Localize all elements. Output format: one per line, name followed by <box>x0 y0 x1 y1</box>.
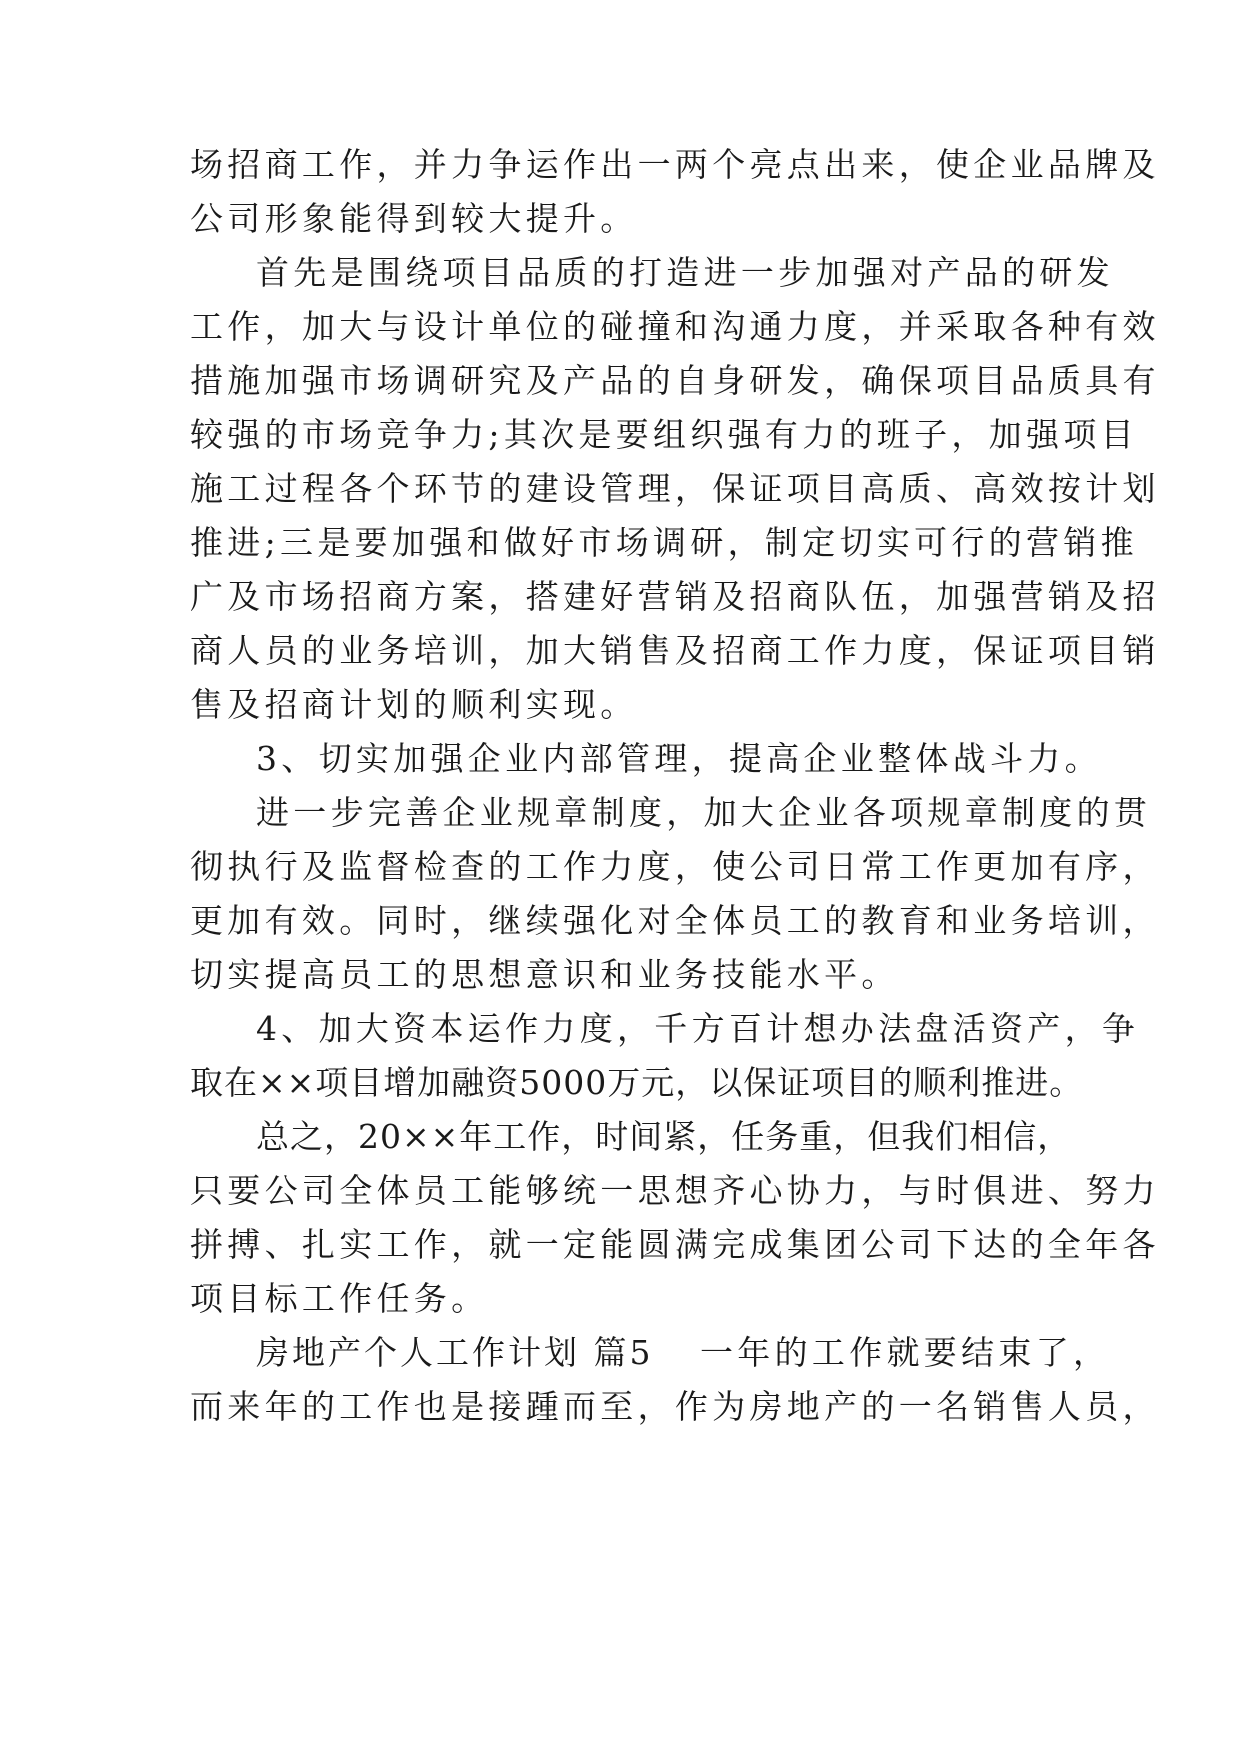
paragraph-2-line-7: 广及市场招商方案，搭建好营销及招商队伍，加强营销及招 <box>190 577 1160 616</box>
paragraph-1-line-2: 公司形象能得到较大提升。 <box>190 199 638 238</box>
text-line <box>0 621 1241 681</box>
paragraph-3-line-3: 更加有效。同时，继续强化对全体员工的教育和业务培训， <box>190 901 1160 940</box>
text-line <box>0 1107 1241 1167</box>
paragraph-6-lead-text: 一年的工作就要结束了， <box>700 1333 1111 1372</box>
text-line <box>0 567 1241 627</box>
paragraph-2-line-1: 首先是围绕项目品质的打造进一步加强对产品的研发 <box>256 253 1114 292</box>
paragraph-2-line-2: 工作，加大与设计单位的碰撞和沟通力度，并采取各种有效 <box>190 307 1160 346</box>
text-line <box>0 783 1241 843</box>
paragraph-1-line-1: 场招商工作，并力争运作出一两个亮点出来，使企业品牌及 <box>190 145 1160 184</box>
section-heading-3: 3、切实加强企业内部管理，提高企业整体战斗力。 <box>256 739 1102 778</box>
paragraph-5-line-2: 只要公司全体员工能够统一思想齐心协力，与时俱进、努力 <box>190 1171 1160 1210</box>
paragraph-2-line-9: 售及招商计划的顺利实现。 <box>190 685 638 724</box>
paragraph-4-line-1: 4、加大资本运作力度，千方百计想办法盘活资产，争 <box>256 1009 1140 1048</box>
paragraph-2-line-6: 推进;三是要加强和做好市场调研，制定切实可行的营销推 <box>190 523 1138 562</box>
text-line <box>0 513 1241 573</box>
paragraph-2-line-8: 商人员的业务培训，加大销售及招商工作力度，保证项目销 <box>190 631 1160 670</box>
text-line <box>0 1215 1241 1275</box>
text-line <box>0 405 1241 465</box>
text-line <box>0 243 1241 303</box>
text-line <box>0 351 1241 411</box>
text-line <box>0 837 1241 897</box>
paragraph-4-line-2: 取在××项目增加融资5000万元，以保证项目的顺利推进。 <box>190 1063 1084 1102</box>
text-line <box>0 1323 1241 1383</box>
paragraph-5-line-3: 拼搏、扎实工作，就一定能圆满完成集团公司下达的全年各 <box>190 1225 1160 1264</box>
text-line <box>0 729 1241 789</box>
text-line <box>0 1269 1241 1329</box>
paragraph-5-line-4: 项目标工作任务。 <box>190 1279 489 1318</box>
paragraph-2-line-4: 较强的市场竞争力;其次是要组织强有力的班子，加强项目 <box>190 415 1138 454</box>
text-line <box>0 999 1241 1059</box>
text-line <box>0 135 1241 195</box>
text-line <box>0 189 1241 249</box>
text-line <box>0 297 1241 357</box>
paragraph-3-line-4: 切实提高员工的思想意识和业务技能水平。 <box>190 955 899 994</box>
paragraph-6-line-1: 而来年的工作也是接踵而至，作为房地产的一名销售人员， <box>190 1387 1160 1426</box>
text-line <box>0 891 1241 951</box>
paragraph-3-line-2: 彻执行及监督检查的工作力度，使公司日常工作更加有序， <box>190 847 1160 886</box>
paragraph-2-line-3: 措施加强市场调研究及产品的自身研发，确保项目品质具有 <box>190 361 1160 400</box>
text-line <box>0 1053 1241 1113</box>
text-line <box>0 945 1241 1005</box>
text-line <box>0 459 1241 519</box>
paragraph-2-line-5: 施工过程各个环节的建设管理，保证项目高质、高效按计划 <box>190 469 1160 508</box>
paragraph-3-line-1: 进一步完善企业规章制度，加大企业各项规章制度的贯 <box>256 793 1152 832</box>
text-line <box>0 675 1241 735</box>
section-heading-5: 房地产个人工作计划 篇5 <box>256 1333 654 1372</box>
paragraph-5-line-1: 总之，20××年工作，时间紧，任务重，但我们相信， <box>256 1117 1072 1156</box>
text-line <box>0 1161 1241 1221</box>
text-line <box>0 1377 1241 1437</box>
